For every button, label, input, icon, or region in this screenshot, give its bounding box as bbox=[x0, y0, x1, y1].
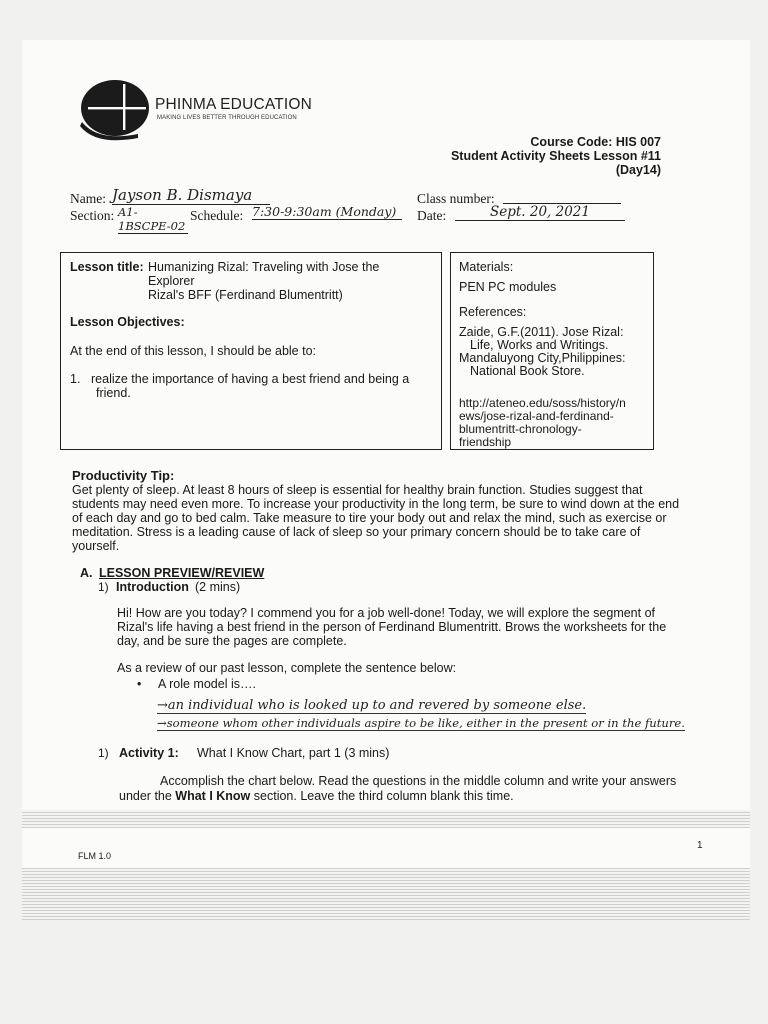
intro-paragraph: Hi! How are you today? I commend you for a job well-done! Today, we will explore the segment of bbox=[117, 606, 656, 620]
intro-number: 1) bbox=[98, 580, 109, 594]
intro-paragraph: day, and be sure the pages are complete. bbox=[117, 634, 347, 648]
activity-number: 1) bbox=[98, 746, 109, 760]
class-number-label: Class number: bbox=[417, 191, 495, 206]
tip-line: of each day and go to bed calm. Take measure to tire your body out and relax the mind, such as exercise or bbox=[72, 511, 667, 525]
org-tagline: MAKING LIVES BETTER THROUGH EDUCATION bbox=[157, 115, 297, 121]
course-code: Course Code: HIS 007 bbox=[530, 135, 661, 149]
intro-label: Introduction bbox=[116, 580, 189, 594]
objectives-heading: Lesson Objectives: bbox=[70, 315, 185, 329]
lesson-title-label: Lesson title: bbox=[70, 260, 144, 274]
reference-line1: Zaide, G.F.(2011). Jose Rizal: bbox=[459, 325, 624, 339]
name-field[interactable]: Jayson B. Dismaya bbox=[112, 186, 270, 205]
reference-line3: Mandaluyong City,Philippines: bbox=[459, 351, 626, 365]
activity-title: What I Know Chart, part 1 (3 mins) bbox=[197, 746, 390, 760]
activity-instruction: under the What I Know section. Leave the third column blank this time. bbox=[119, 789, 514, 803]
review-instruction: As a review of our past lesson, complete the sentence below: bbox=[117, 661, 457, 675]
footer-code: FLM 1.0 bbox=[78, 851, 112, 861]
activity-instruction: Accomplish the chart below. Read the questions in the middle column and write your answers bbox=[160, 774, 677, 788]
section-heading: LESSON PREVIEW/REVIEW bbox=[99, 566, 265, 580]
date-label: Date: bbox=[417, 208, 447, 223]
lesson-title-line1: Humanizing Rizal: Traveling with Jose the bbox=[148, 260, 380, 274]
name-label: Name: bbox=[70, 191, 106, 206]
materials-heading: Materials: bbox=[459, 260, 514, 274]
tip-heading: Productivity Tip: bbox=[72, 468, 175, 483]
reference-line2: Life, Works and Writings. bbox=[470, 338, 609, 352]
objectives-intro: At the end of this lesson, I should be able to: bbox=[70, 344, 316, 358]
objective-line1: realize the importance of having a best friend and being a bbox=[91, 372, 410, 386]
lesson-title-line2: Explorer bbox=[148, 274, 195, 288]
objective-number: 1. bbox=[70, 372, 81, 386]
schedule-label: Schedule: bbox=[190, 208, 244, 223]
schedule-field[interactable]: 7:30-9:30am (Monday) bbox=[252, 204, 402, 220]
objective-line2: friend. bbox=[96, 386, 131, 400]
intro-time: (2 mins) bbox=[195, 580, 241, 594]
lesson-number: Student Activity Sheets Lesson #11 bbox=[450, 149, 661, 163]
bullet: • bbox=[137, 677, 142, 691]
materials-value: PEN PC modules bbox=[459, 280, 557, 294]
section-letter: A. bbox=[80, 566, 93, 580]
reference-url-line3[interactable]: blumentritt-chronology- bbox=[459, 422, 582, 436]
answer-line-1[interactable]: →an individual who is looked up to and revered by someone else. bbox=[157, 698, 587, 713]
tip-line: students may need even more. To increase your productivity in the long term, be sure to wind down at the end bbox=[72, 497, 680, 511]
lesson-title-line3: Rizal's BFF (Ferdinand Blumentritt) bbox=[148, 288, 343, 302]
reference-url-line4[interactable]: friendship bbox=[459, 435, 512, 449]
reference-url-line1[interactable]: http://ateneo.edu/soss/history/n bbox=[459, 396, 626, 410]
scan-artifact bbox=[22, 810, 750, 828]
intro-paragraph: Rizal's life having a best friend in the person of Ferdinand Blumentritt. Brows the worksheets for the bbox=[117, 620, 667, 634]
tip-line: meditation. Stress is a leading cause of lack of sleep so your primary concern should be to take care of bbox=[72, 525, 641, 539]
phinma-logo bbox=[78, 76, 158, 144]
lesson-day: (Day14) bbox=[615, 163, 661, 177]
page-number: 1 bbox=[697, 840, 703, 851]
section-label: Section: bbox=[70, 208, 115, 223]
role-model-prompt: A role model is…. bbox=[158, 677, 256, 691]
answer-line-2[interactable]: →someone whom other individuals aspire to be like, either in the present or in the future. bbox=[157, 716, 685, 730]
reference-line4: National Book Store. bbox=[470, 364, 585, 378]
reference-url-line2[interactable]: ews/jose-rizal-and-ferdinand- bbox=[459, 409, 614, 423]
tip-line: Get plenty of sleep. At least 8 hours of sleep is essential for healthy brain function. Studies suggest that bbox=[72, 483, 643, 497]
activity-label: Activity 1: bbox=[119, 746, 179, 760]
scan-artifact bbox=[22, 868, 750, 920]
references-heading: References: bbox=[459, 305, 527, 319]
tip-line: yourself. bbox=[72, 539, 120, 553]
date-field[interactable]: Sept. 20, 2021 bbox=[455, 204, 625, 221]
section-field[interactable]: A1-1BSCPE-02 bbox=[118, 205, 188, 234]
org-name: PHINMA EDUCATION bbox=[155, 96, 313, 113]
